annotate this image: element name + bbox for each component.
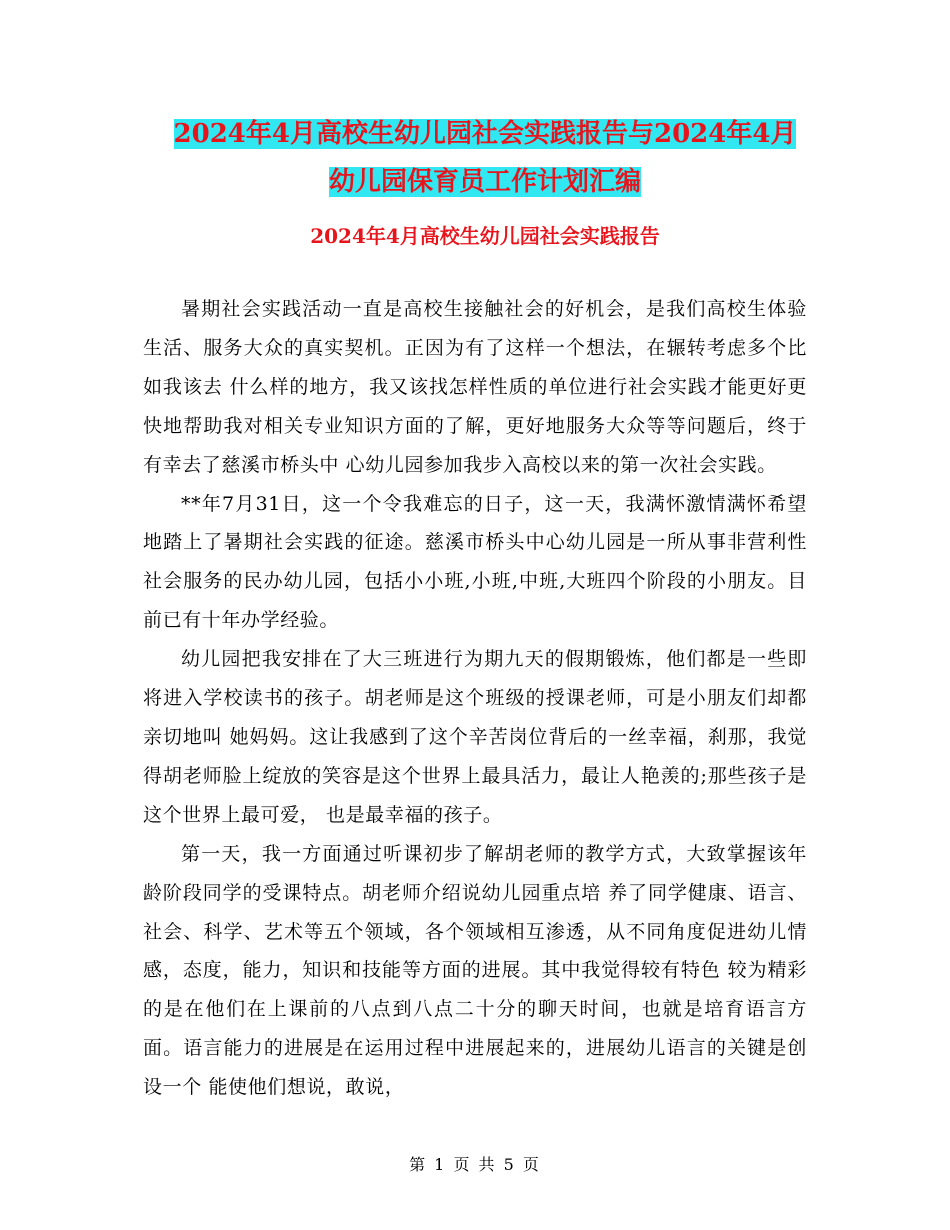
document-title <box>140 110 830 206</box>
section-title: 2024年4月高校生幼儿园社会实践报告 <box>310 224 660 248</box>
body-text <box>143 290 807 1107</box>
paragraph-1: 暑期社会实践活动一直是高校生接触社会的好机会，是我们高校生体验生活、服务大众的真实契机。正因为有了这样一个想法，在辗转考虑多个比如我该去 什么样的地方，我又该找怎样性质的单位进行社会实践才能更好更快地帮助我对相关专业知识方面的了解，更好地服务大众等等问题后，终于有幸去了慈溪市桥头中 心幼儿园参加我步入高校以来的第一次社会实践。 <box>143 298 807 476</box>
page-footer: 第 1 页 共 5 页 <box>409 1155 541 1174</box>
paragraph-4: 第一天，我一方面通过听课初步了解胡老师的教学方式，大致掌握该年龄阶段同学的受课特点。胡老师介绍说幼儿园重点培 养了同学健康、语言、社会、科学、艺术等五个领域，各个领域相互渗透，从不同角度促进幼儿情感，态度，能力，知识和技能等方面的进展。其中我觉得较有特色 较为精彩的是在他们在上课前的八点到八点二十分的聊天时间，也就是培育语言方面。语言能力的进展是在运用过程中进展起来的，进展幼儿语言的关键是创设一个 能使他们想说，敢说， <box>143 842 807 1099</box>
document-title-line-2: 幼儿园保育员工作计划汇编 <box>328 167 641 197</box>
paragraph-2: **年7月31日，这一个令我难忘的日子，这一天，我满怀激情满怀希望地踏上了暑期社会实践的征途。慈溪市桥头中心幼儿园是一所从事非营利性社会服务的民办幼儿园，包括小小班,小班,中班,大班四个阶段的小朋友。目前已有十年办学经验。 <box>143 492 807 632</box>
paragraph-3: 幼儿园把我安排在了大三班进行为期九天的假期锻炼，他们都是一些即将进入学校读书的孩子。胡老师是这个班级的授课老师，可是小朋友们却都亲切地叫 她妈妈。这让我感到了这个辛苦岗位背后的一丝幸福，刹那，我觉得胡老师脸上绽放的笑容是这个世界上最具活力，最让人艳羡的;那些孩子是这个世界上最可爱， 也是最幸福的孩子。 <box>143 648 807 826</box>
document-title-line-1: 2024年4月高校生幼儿园社会实践报告与2024年4月 <box>173 119 797 149</box>
